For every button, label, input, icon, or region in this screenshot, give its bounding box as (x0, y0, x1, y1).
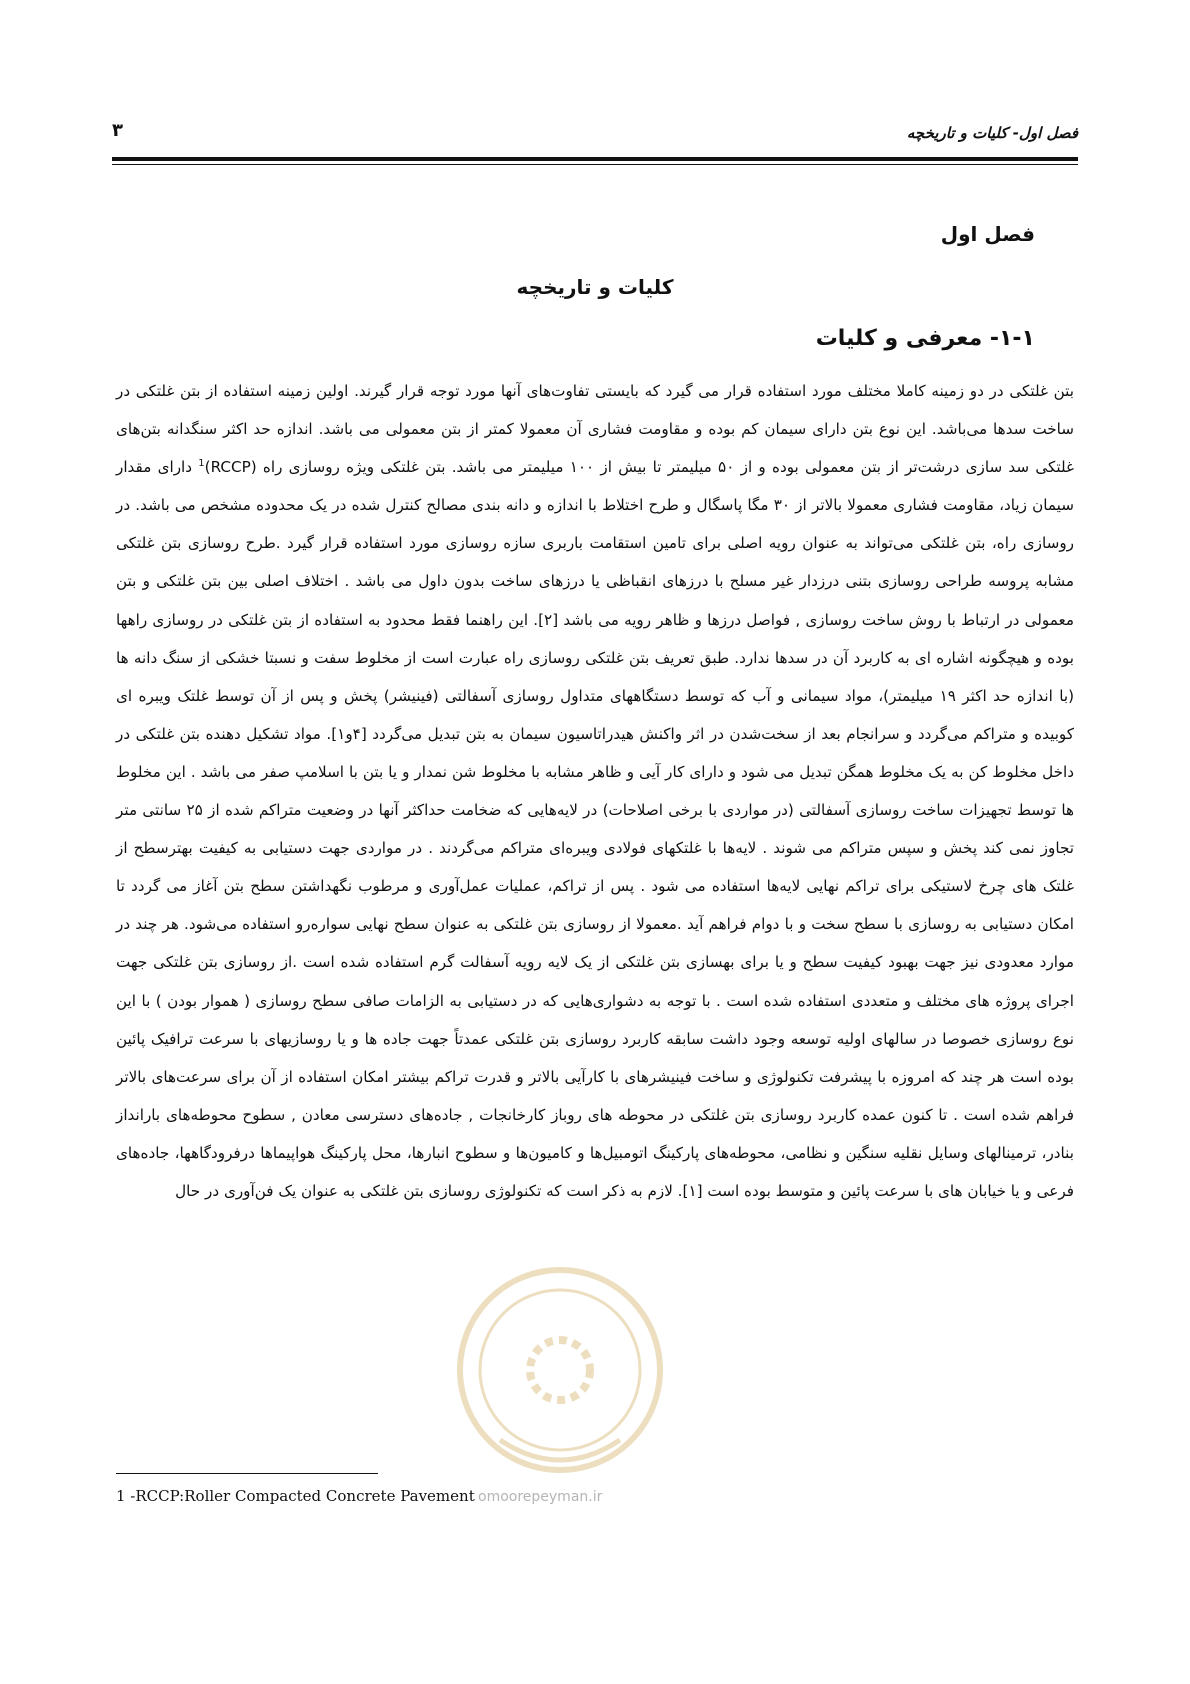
watermark-seal-icon (440, 1250, 680, 1510)
chapter-title: کلیات و تاریخچه (516, 275, 674, 299)
header-rule-thick (112, 157, 1078, 161)
page-number: ۳ (112, 120, 123, 141)
watermark-url: omoorepeyman.ir (478, 1489, 603, 1505)
footnote-reference[interactable]: 1 (198, 458, 205, 470)
section-title: ۱-۱- معرفی و کلیات (815, 326, 1035, 351)
header-title: فصل اول- کلیات و تاریخچه (906, 124, 1078, 142)
header-rule-thin (112, 164, 1078, 165)
chapter-label: فصل اول (940, 222, 1035, 246)
body-paragraph (116, 372, 1074, 1210)
footnote: 1 -RCCP:Roller Compacted Concrete Pavement (116, 1487, 475, 1505)
running-header (112, 118, 1078, 154)
footnote-rule (116, 1473, 378, 1474)
body-text-part1: بتن غلتکی در دو زمینه کاملا مختلف مورد استفاده قرار می گیرد که بایستی تفاوت‌های آنها مورد توجه قرار گیرند. اولین زمینه استفاده از بتن غلتکی در ساخت سدها می‌باشد. این نوع بتن دارای سیمان کم بوده و مقاومت فشاری آن معمولا کمتر از بتن معمولی می باشد. اندازه حد اکثر سنگدانه بتن‌های غلتکی سد سازی درشت‌تر از بتن معمولی بوده و از ۵۰ میلیمتر تا بیش از ۱۰۰ میلیمتر می باشد. بتن غلتکی ویژه روسازی راه (RCCP) (116, 382, 1074, 477)
body-text (116, 372, 1074, 1210)
body-text-part2: دارای مقدار سیمان زیاد، مقاومت فشاری معمولا بالاتر از ۳۰ مگا پاسگال و طرح اختلاط با اندازه و دانه بندی مصالح کنترل شده در یک محدوده مشخص می باشد. در روسازی راه، بتن غلتکی می‌تواند به عنوان رویه اصلی برای تامین استقامت باربری سازه روسازی مورد استفاده قرار گیرد .طرح روسازی بتن غلتکی مشابه پروسه طراحی روسازی بتنی درزدار غیر مسلح با درزهای انقباظی یا درزهای ساخت بدون داول می باشد . اختلاف اصلی بین بتن غلتکی و بتن معمولی در ارتباط با روش ساخت روسازی , فواصل درزها و ظاهر رویه می باشد [۲]. این راهنما فقط محدود به استفاده از بتن غلتکی در روسازی راهها بوده و هیچگونه اشاره ای به کاربرد آن در سدها ندارد. طبق تعریف بتن غلتکی روسازی راه عبارت است از مخلوط سفت و نسبتا خشکی از سنگ دانه ها (با اندازه حد اکثر ۱۹ میلیمتر)، مواد سیمانی و آب که توسط دستگاههای متداول روسازی آسفالتی (فینیشر) پخش و پس از آن توسط غلتک ویبره ای کوبیده و متراکم می‌گردد و سرانجام بعد از سخت‌شدن در اثر واکنش هیدراتاسیون سیمان به بتن تبدیل می‌گردد [۴و۱]. مواد تشکیل دهنده بتن غلتکی در داخل مخلوط کن به یک مخلوط همگن تبدیل می شود و دارای کار آیی و ظاهر مشابه با مخلوط شن نمدار و یا بتن با اسلامپ صفر می باشد . این مخلوط ها توسط تجهیزات ساخت روسازی آسفالتی (در مواردی با برخی اصلاحات) در لایه‌هایی که ضخامت حداکثر آنها در وضعیت متراکم شده از ۲۵ سانتی متر تجاوز نمی کند پخش و سپس متراکم می شوند . لایه‌ها با غلتکهای فولادی ویبره‌ای متراکم می‌گردند . در مواردی جهت دستیابی به کیفیت بهترسطح از غلتک های چرخ لاستیکی برای تراکم نهایی لایه‌ها استفاده می شود . پس از تراکم، عملیات عمل‌آوری و مرطوب نگهداشتن سطح بتن آغاز می گردد تا امکان دستیابی به روسازی با سطح سخت و با دوام فراهم آید .معمولا از روسازی بتن غلتکی به عنوان سطح نهایی سواره‌رو استفاده می‌شود. هر چند در موارد معدودی نیز جهت بهبود کیفیت سطح و یا برای بهسازی بتن غلتکی از یک لایه رویه آسفالت گرم استفاده شده است .از روسازی بتن غلتکی جهت اجرای پروژه های مختلف و متعددی استفاده شده است . با توجه به دشواری‌هایی که در دستیابی به الزامات صافی سطح روسازی ( هموار بودن ) با این نوع روسازی خصوصا در سالهای اولیه توسعه وجود داشت سابقه کاربرد روسازی بتن غلتکی عمدتاً جهت جاده ها و یا روسازیهای با سرعت ترافیک پائین بوده است هر چند که امروزه با پیشرفت تکنولوژی و ساخت فینیشرهای با کارآیی بالاتر و قدرت تراکم بیشتر امکان استفاده از آن برای سرعت‌های بالاتر فراهم شده است . تا کنون عمده کاربرد روسازی بتن غلتکی در محوطه های روباز کارخانجات , جاده‌های دسترسی معادن , سطوح محوطه‌های بارانداز بنادر، ترمینالهای وسایل نقلیه سنگین و نظامی، محوطه‌های پارکینگ اتومبیل‌ها و کامیون‌ها و سطوح انبارها، محل پارکینگ هواپیماها درفرودگاهها، جاده‌های فرعی و یا خیابان های با سرعت پائین و متوسط بوده است [۱]. لازم به ذکر است که تکنولوژی روسازی بتن غلتکی به عنوان یک فن‌آوری در حال (116, 458, 1074, 1200)
